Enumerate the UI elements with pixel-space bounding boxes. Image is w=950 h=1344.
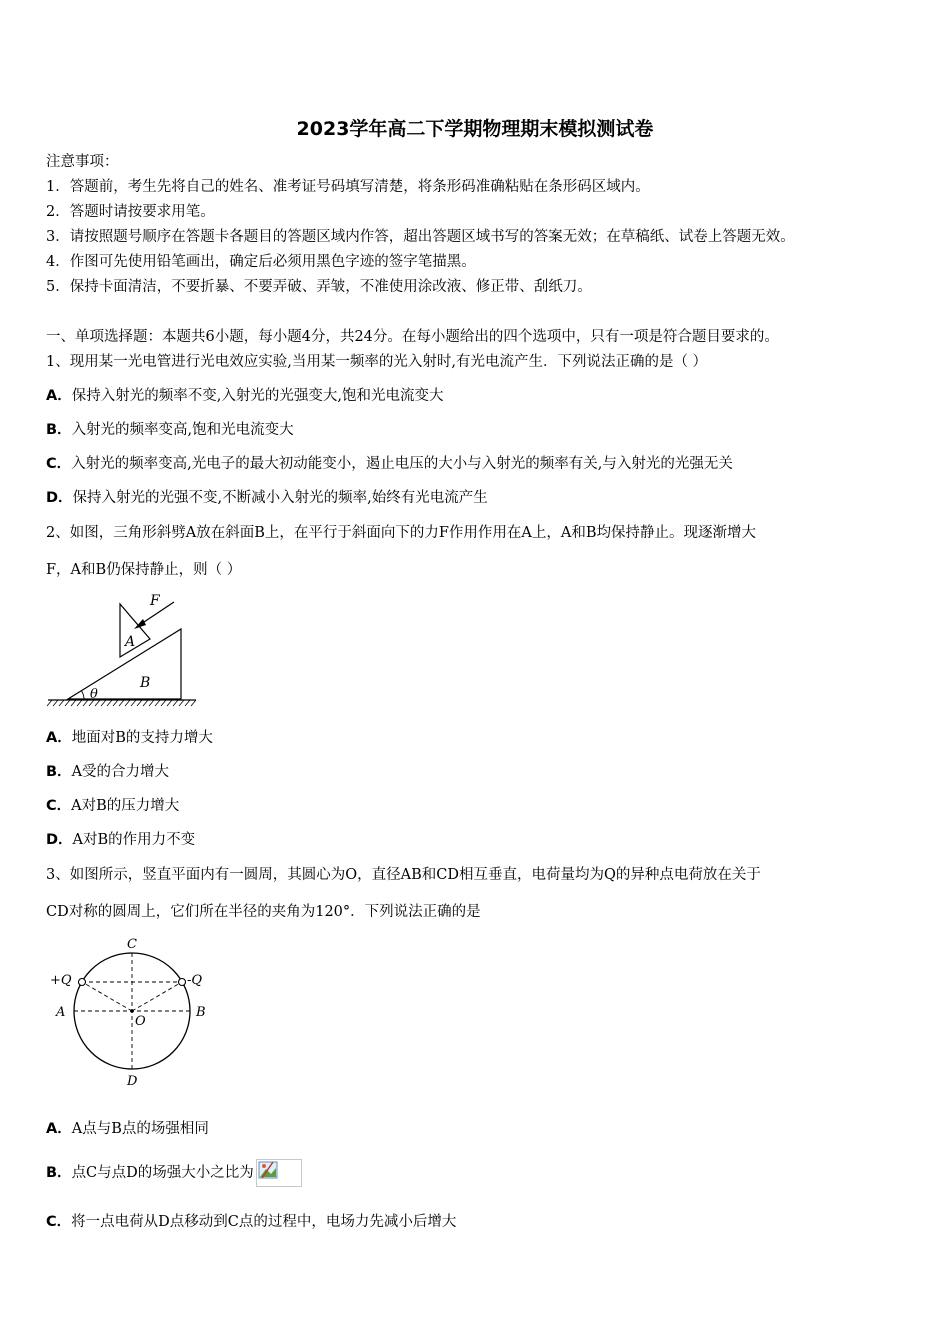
charge-plus [79, 979, 86, 986]
option-label: A． [46, 388, 72, 404]
label-f: F [150, 593, 160, 609]
option-label: C． [46, 1214, 72, 1230]
option-text: 入射光的频率变高,光电子的最大初动能变小，遏止电压的大小与入射光的频率有关,与入射光的光强无关 [71, 456, 733, 472]
radius-plus [82, 982, 132, 1011]
page-title: 2023学年高二下学期物理期末模拟测试卷 [296, 118, 654, 140]
label-plus-q: +Q [50, 973, 72, 988]
label-d: D [127, 1074, 138, 1089]
q3-option-b [46, 1158, 302, 1188]
missing-image-icon [256, 1159, 302, 1187]
option-text: 保持入射光的光强不变,不断减小入射光的频率,始终有光电流产生 [72, 490, 488, 506]
option-text: 点C与点D的场强大小之比为 [71, 1165, 254, 1181]
radius-minus [132, 982, 182, 1011]
notice-item-5: 5．保持卡面清洁，不要折暴、不要弄破、弄皱，不准使用涂改液、修正带、刮纸刀。 [46, 279, 592, 295]
q2-option-b [46, 762, 169, 782]
q2-figure [44, 588, 204, 714]
option-label: B． [46, 764, 72, 780]
q1-option-b [46, 420, 294, 440]
q2-stem-line1: 2、如图，三角形斜劈A放在斜面B上，在平行于斜面向下的力F作用作用在A上，A和B均保持静止。现逐渐增大 [46, 525, 757, 541]
q3-stem-line1: 3、如图所示，竖直平面内有一圆周，其圆心为O，直径AB和CD相互垂直，电荷量均为Q的异种点电荷放在关于 [46, 867, 761, 883]
q3-figure [46, 932, 216, 1094]
option-label: A． [46, 730, 72, 746]
option-text: 保持入射光的频率不变,入射光的光强变大,饱和光电流变大 [71, 388, 444, 404]
circle-diagram [46, 932, 216, 1090]
q3-stem-line2: CD对称的圆周上，它们所在半径的夹角为120°．下列说法正确的是 [46, 904, 481, 920]
q3-option-c [46, 1212, 456, 1232]
q1-option-c [46, 454, 733, 474]
option-text: 将一点电荷从D点移动到C点的过程中，电场力先减小后增大 [71, 1214, 457, 1230]
q2-option-a [46, 728, 213, 748]
label-b: B [140, 675, 151, 691]
option-label: A． [46, 1121, 72, 1137]
option-text: A点与B点的场强相同 [71, 1121, 209, 1137]
option-label: D． [46, 832, 73, 848]
option-text: A对B的作用力不变 [72, 832, 196, 848]
option-text: 入射光的频率变高,饱和光电流变大 [71, 422, 294, 438]
charge-minus [179, 979, 186, 986]
q2-stem-line2: F，A和B仍保持静止，则（ ） [46, 562, 242, 578]
label-b: B [196, 1005, 206, 1020]
option-label: B． [46, 422, 72, 438]
option-label: C． [46, 456, 72, 472]
label-c: C [127, 937, 137, 952]
label-a: A [56, 1005, 66, 1020]
label-o: O [135, 1014, 146, 1029]
q3-option-a [46, 1119, 209, 1139]
q1-stem: 1、现用某一光电管进行光电效应实验,当用某一频率的光入射时,有光电流产生．下列说法正确的是（ ） [46, 354, 708, 370]
q1-option-d [46, 488, 488, 508]
section-heading: 一、单项选择题：本题共6小题，每小题4分，共24分。在每小题给出的四个选项中，只有一项是符合题目要求的。 [46, 329, 779, 345]
label-minus-q: -Q [187, 973, 203, 988]
option-text: A受的合力增大 [71, 764, 170, 780]
q1-option-a [46, 386, 443, 406]
q2-option-d [46, 830, 195, 850]
angle-arc [82, 691, 84, 699]
option-label: B． [46, 1165, 72, 1181]
center-point [130, 1009, 134, 1013]
incline-diagram [44, 588, 204, 710]
notice-item-4: 4．作图可先使用铅笔画出，确定后必须用黑色字迹的签字笔描黑。 [46, 254, 476, 270]
option-text: A对B的压力增大 [71, 798, 180, 814]
q2-option-c [46, 796, 179, 816]
label-a: A [125, 634, 136, 650]
notice-item-2: 2．答题时请按要求用笔。 [46, 204, 215, 220]
option-text: 地面对B的支持力增大 [71, 730, 213, 746]
option-label: C． [46, 798, 72, 814]
notice-heading: 注意事项： [46, 154, 119, 170]
notice-item-3: 3．请按照题号顺序在答题卡各题目的答题区域内作答，超出答题区域书写的答案无效；在草稿纸、试卷上答题无效。 [46, 229, 795, 245]
label-theta: θ [90, 687, 98, 702]
option-label: D． [46, 490, 73, 506]
notice-item-1: 1．答题前，考生先将自己的姓名、准考证号码填写清楚，将条形码准确粘贴在条形码区域内。 [46, 179, 650, 195]
